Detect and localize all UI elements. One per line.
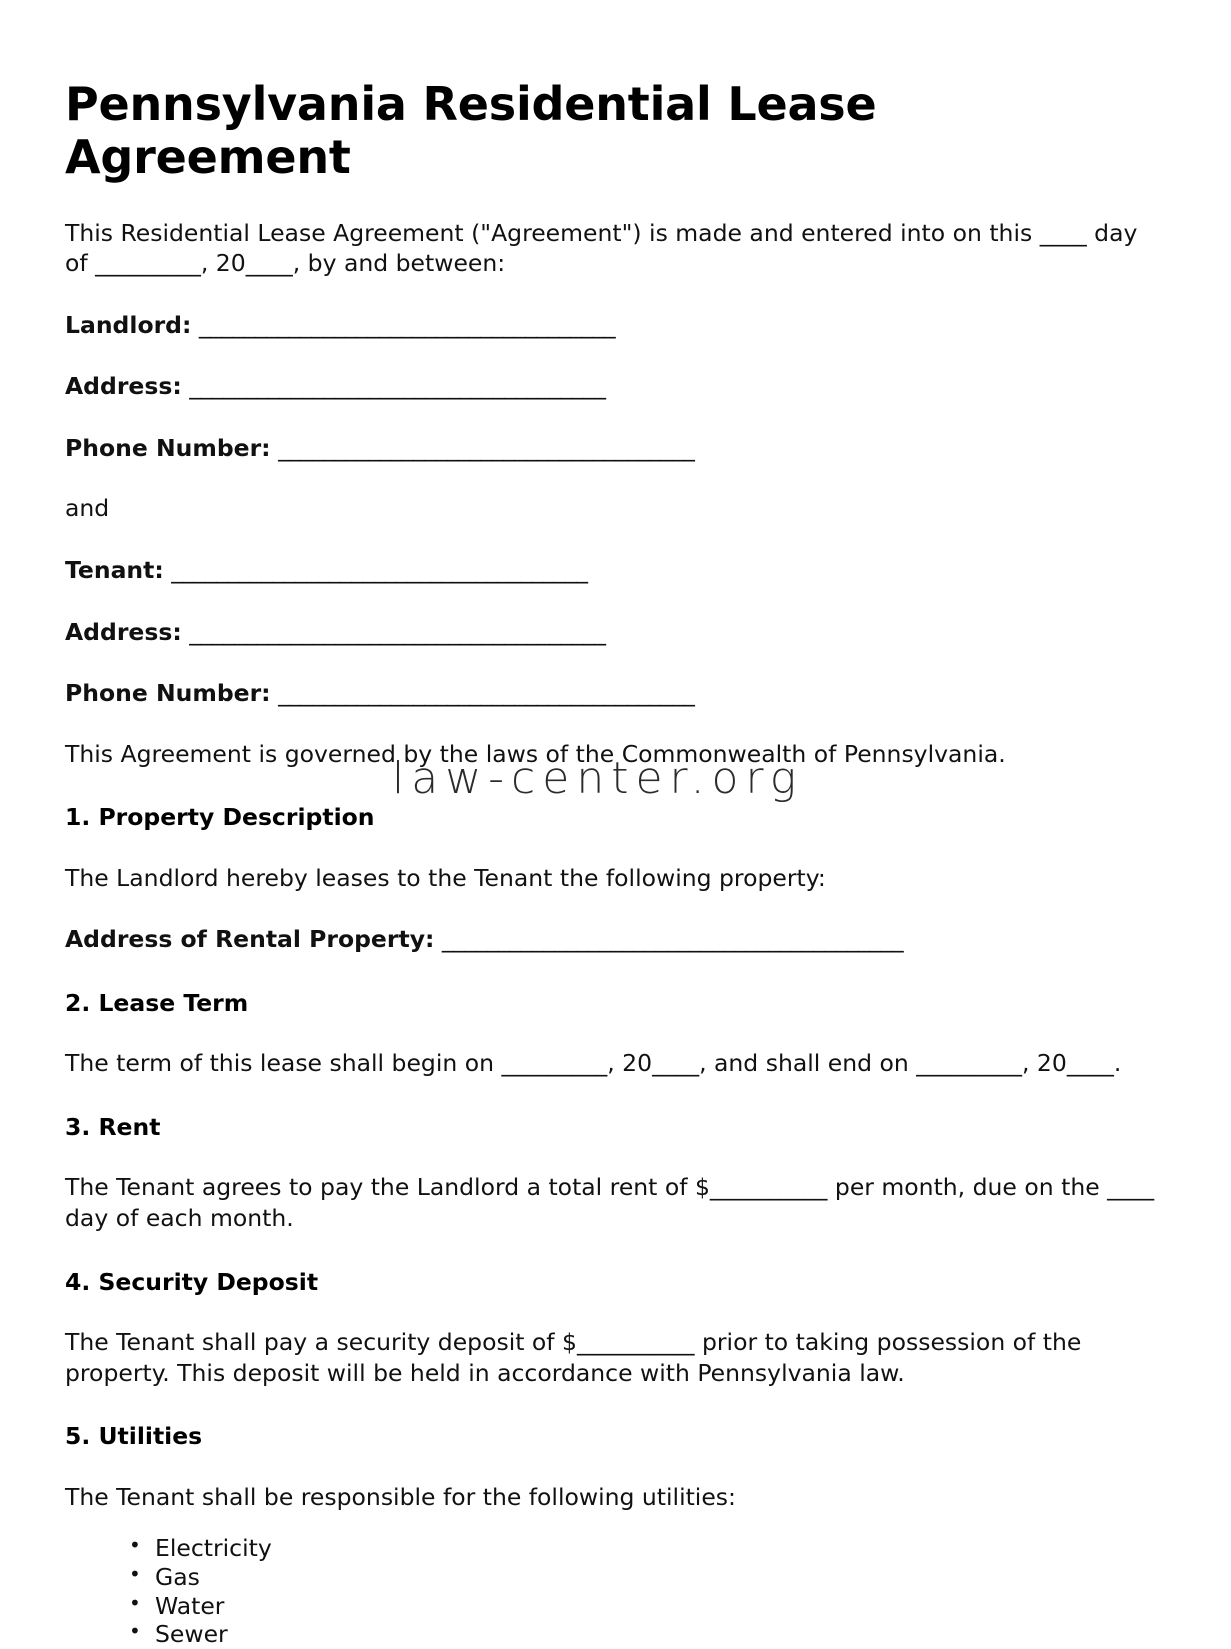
- watermark: law-center.org: [392, 753, 804, 804]
- tenant-address-field: [65, 586, 1163, 648]
- rental-property-address-blank[interactable]: _________________________________________: [441, 925, 904, 954]
- page-title: Pennsylvania Residential Lease Agreement: [65, 77, 877, 185]
- utilities-list: [65, 1512, 1163, 1649]
- section-heading-lease-term: 2. Lease Term: [65, 988, 249, 1017]
- property-description-body: The Landlord hereby leases to the Tenant the following property:: [65, 863, 826, 892]
- landlord-phone-blank[interactable]: _____________________________________: [278, 433, 695, 462]
- landlord-address-blank[interactable]: _____________________________________: [189, 372, 606, 401]
- rental-property-address-label: Address of Rental Property:: [65, 925, 435, 954]
- list-item: • Electricity: [129, 1534, 1163, 1563]
- landlord-address-label: Address:: [65, 372, 182, 401]
- tenant-name-label: Tenant:: [65, 556, 164, 584]
- security-deposit-body: The Tenant shall pay a security deposit of $__________ prior to taking possession of the property. This deposit will be held in accordance with Pennsylvania law.: [65, 1328, 1082, 1387]
- section-heading-property-description: 1. Property Description: [65, 803, 375, 832]
- landlord-name-blank[interactable]: _____________________________________: [198, 310, 616, 339]
- tenant-phone-label: Phone Number:: [65, 679, 271, 708]
- intro-paragraph: This Residential Lease Agreement ("Agreement") is made and entered into on this ____ day of _________, 20____, by and between:: [65, 218, 1138, 278]
- landlord-name-field: [65, 279, 1163, 341]
- tenant-address-blank[interactable]: _____________________________________: [189, 617, 606, 646]
- rental-property-address-field: [65, 893, 1163, 955]
- tenant-phone-blank[interactable]: _____________________________________: [278, 679, 695, 708]
- landlord-name-label: Landlord:: [65, 310, 192, 339]
- rent-body: The Tenant agrees to pay the Landlord a total rent of $__________ per month, due on the ____ day of each month.: [65, 1173, 1155, 1233]
- tenant-address-label: Address:: [65, 617, 182, 646]
- landlord-address-field: [65, 340, 1163, 402]
- section-heading-utilities: 5. Utilities: [65, 1422, 203, 1451]
- list-item: • Water: [129, 1592, 1163, 1621]
- section-heading-security-deposit: 4. Security Deposit: [65, 1267, 319, 1296]
- utilities-body: The Tenant shall be responsible for the following utilities:: [65, 1482, 736, 1511]
- document-body: [65, 0, 1163, 1649]
- tenant-name-blank[interactable]: _____________________________________: [171, 556, 588, 584]
- lease-term-body: The term of this lease shall begin on _________, 20____, and shall end on _________, 20____.: [65, 1049, 1122, 1078]
- tenant-name-field: [65, 524, 1163, 586]
- governing-law-paragraph: This Agreement is governed by the laws of the Commonwealth of Pennsylvania.: [65, 739, 1006, 768]
- section-heading-rent: 3. Rent: [65, 1112, 161, 1141]
- parties-connector: and: [65, 494, 110, 523]
- landlord-phone-field: [65, 402, 1163, 464]
- list-item: • Sewer: [129, 1620, 1163, 1649]
- landlord-phone-label: Phone Number:: [65, 433, 271, 462]
- tenant-phone-field: [65, 647, 1163, 709]
- list-item: • Gas: [129, 1563, 1163, 1592]
